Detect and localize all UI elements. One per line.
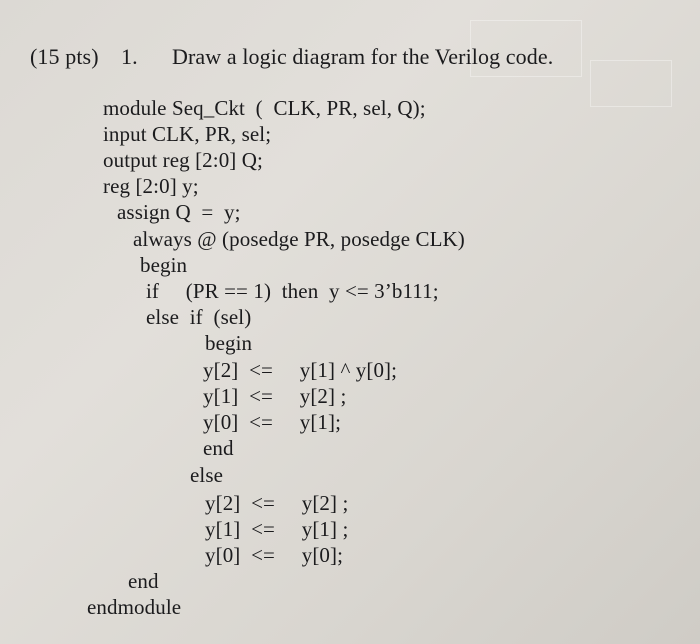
question-prompt: Draw a logic diagram for the Verilog code. bbox=[172, 44, 554, 69]
code-line: end bbox=[203, 436, 234, 460]
code-line: y[0] <= y[1]; bbox=[203, 410, 342, 434]
code-line: always @ (posedge PR, posedge CLK) bbox=[133, 227, 465, 251]
code-line: begin bbox=[205, 331, 253, 355]
code-line: endmodule bbox=[87, 595, 182, 619]
code-line: input CLK, PR, sel; bbox=[103, 122, 272, 146]
question-points: (15 pts) bbox=[30, 44, 99, 69]
code-line: module Seq_Ckt ( CLK, PR, sel, Q); bbox=[103, 96, 426, 120]
code-line: output reg [2:0] Q; bbox=[103, 148, 263, 172]
code-line: else bbox=[190, 463, 224, 487]
question-number: 1. bbox=[121, 44, 138, 69]
code-line: else if (sel) bbox=[146, 305, 252, 329]
code-line: if (PR == 1) then y <= 3’b111; bbox=[146, 279, 439, 303]
code-line: end bbox=[128, 569, 159, 593]
bleed-through-box bbox=[590, 60, 672, 107]
code-line: begin bbox=[140, 253, 188, 277]
code-line: reg [2:0] y; bbox=[103, 174, 199, 198]
code-line: y[1] <= y[1] ; bbox=[205, 517, 349, 541]
code-line: assign Q = y; bbox=[117, 200, 241, 224]
code-line: y[2] <= y[2] ; bbox=[205, 491, 349, 515]
code-line: y[2] <= y[1] ^ y[0]; bbox=[203, 358, 398, 382]
code-line: y[1] <= y[2] ; bbox=[203, 384, 347, 408]
code-line: y[0] <= y[0]; bbox=[205, 543, 344, 567]
